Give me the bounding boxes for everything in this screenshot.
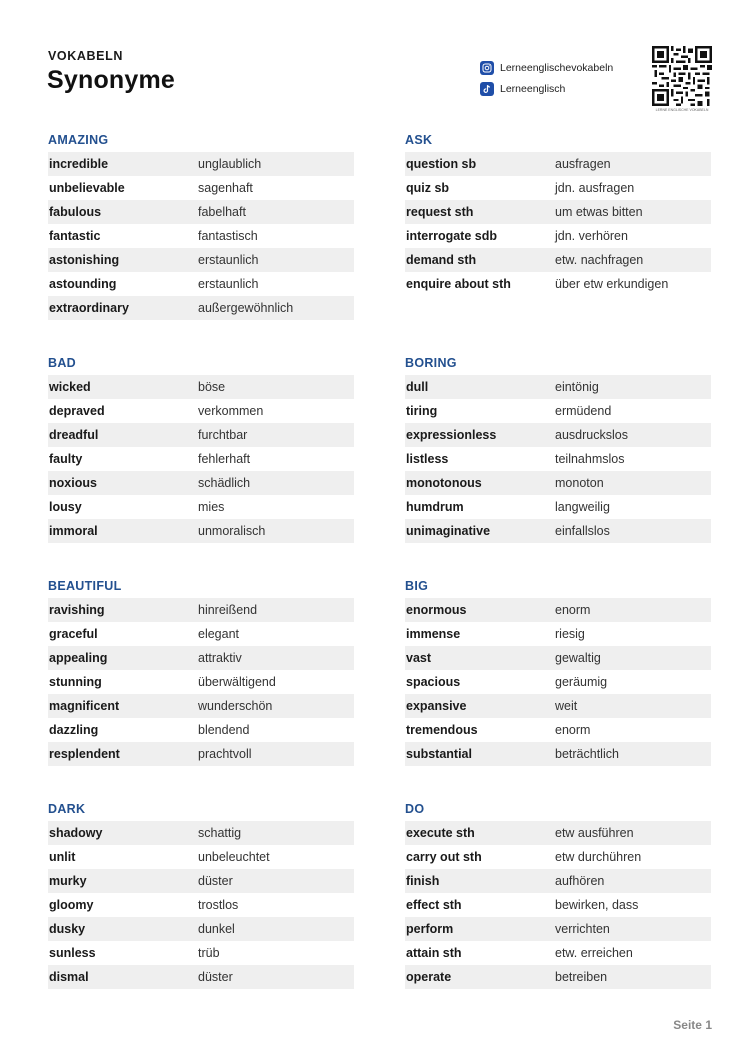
english-word: unlit bbox=[49, 850, 76, 864]
table-row bbox=[48, 152, 354, 176]
page-title: Synonyme bbox=[47, 66, 176, 94]
table-row bbox=[48, 176, 354, 200]
english-word: carry out sth bbox=[406, 850, 482, 864]
english-word: magnificent bbox=[49, 699, 120, 713]
english-word: enquire about sth bbox=[406, 277, 511, 291]
english-word: humdrum bbox=[406, 500, 464, 514]
german-translation: verrichten bbox=[555, 922, 610, 936]
german-translation: betreiben bbox=[555, 970, 608, 984]
table-row bbox=[48, 821, 354, 845]
german-translation: enorm bbox=[555, 603, 591, 617]
table-row bbox=[48, 423, 354, 447]
english-word: wicked bbox=[49, 380, 91, 394]
qr-caption: LERNE ENGLISCHE VOKABELN bbox=[655, 108, 709, 112]
english-word: vast bbox=[406, 651, 432, 665]
section-heading: BIG bbox=[405, 579, 429, 593]
section-do bbox=[405, 797, 711, 989]
table-row bbox=[405, 917, 711, 941]
section-ask bbox=[405, 128, 711, 296]
english-word: listless bbox=[406, 452, 449, 466]
section-dark bbox=[48, 797, 354, 989]
german-translation: trostlos bbox=[198, 898, 239, 912]
section-heading: DARK bbox=[48, 802, 86, 816]
table-row bbox=[405, 471, 711, 495]
section-heading: AMAZING bbox=[48, 133, 109, 147]
german-translation: ermüdend bbox=[555, 404, 612, 418]
german-translation: etw ausführen bbox=[555, 826, 634, 840]
table-row bbox=[48, 296, 354, 320]
table-row bbox=[405, 375, 711, 399]
german-translation: jdn. verhören bbox=[555, 229, 628, 243]
english-word: resplendent bbox=[49, 747, 120, 761]
german-translation: weit bbox=[555, 699, 578, 713]
table-row bbox=[48, 622, 354, 646]
german-translation: erstaunlich bbox=[198, 253, 259, 267]
german-translation: über etw erkundigen bbox=[555, 277, 669, 291]
social-tiktok[interactable] bbox=[480, 82, 565, 96]
german-translation: düster bbox=[198, 970, 233, 984]
table-row bbox=[48, 375, 354, 399]
english-word: substantial bbox=[406, 747, 472, 761]
english-word: astonishing bbox=[49, 253, 120, 267]
table-row bbox=[48, 694, 354, 718]
table-row bbox=[48, 893, 354, 917]
english-word: appealing bbox=[49, 651, 108, 665]
section-boring bbox=[405, 351, 711, 543]
table-row bbox=[48, 399, 354, 423]
english-word: unimaginative bbox=[406, 524, 491, 538]
english-word: murky bbox=[49, 874, 87, 888]
section-big bbox=[405, 574, 711, 766]
german-translation: fantastisch bbox=[198, 229, 258, 243]
table-row bbox=[48, 718, 354, 742]
table-row bbox=[48, 845, 354, 869]
german-translation: enorm bbox=[555, 723, 591, 737]
german-translation: elegant bbox=[198, 627, 240, 641]
table-row bbox=[405, 200, 711, 224]
table-row bbox=[48, 917, 354, 941]
table-row bbox=[48, 495, 354, 519]
instagram-icon bbox=[480, 61, 494, 75]
english-word: finish bbox=[406, 874, 440, 888]
english-word: operate bbox=[406, 970, 452, 984]
english-word: unbelievable bbox=[49, 181, 125, 195]
table-row bbox=[405, 622, 711, 646]
table-row bbox=[48, 598, 354, 622]
tiktok-icon bbox=[480, 82, 494, 96]
german-translation: jdn. ausfragen bbox=[555, 181, 635, 195]
german-translation: trüb bbox=[198, 946, 220, 960]
english-word: lousy bbox=[49, 500, 82, 514]
english-word: interrogate sdb bbox=[406, 229, 497, 243]
german-translation: beträchtlich bbox=[555, 747, 619, 761]
german-translation: attraktiv bbox=[198, 651, 242, 665]
german-translation: mies bbox=[198, 500, 225, 514]
german-translation: riesig bbox=[555, 627, 585, 641]
english-word: dismal bbox=[49, 970, 89, 984]
english-word: dreadful bbox=[49, 428, 99, 442]
german-translation: geräumig bbox=[555, 675, 608, 689]
table-row bbox=[48, 941, 354, 965]
english-word: enormous bbox=[406, 603, 467, 617]
table-row bbox=[405, 646, 711, 670]
english-word: expansive bbox=[406, 699, 467, 713]
section-amazing bbox=[48, 128, 354, 320]
section-beautiful bbox=[48, 574, 354, 766]
table-row bbox=[48, 224, 354, 248]
german-translation: unmoralisch bbox=[198, 524, 266, 538]
german-translation: teilnahmslos bbox=[555, 452, 625, 466]
table-row bbox=[405, 519, 711, 543]
english-word: shadowy bbox=[49, 826, 103, 840]
english-word: tremendous bbox=[406, 723, 478, 737]
table-row bbox=[48, 519, 354, 543]
german-translation: fabelhaft bbox=[198, 205, 246, 219]
german-translation: etw durchühren bbox=[555, 850, 642, 864]
english-word: attain sth bbox=[406, 946, 462, 960]
english-word: dusky bbox=[49, 922, 86, 936]
german-translation: erstaunlich bbox=[198, 277, 259, 291]
table-row bbox=[48, 471, 354, 495]
page-number: Seite 1 bbox=[673, 1018, 712, 1032]
german-translation: ausdruckslos bbox=[555, 428, 628, 442]
table-row bbox=[405, 718, 711, 742]
tiktok-handle: Lerneenglisch bbox=[500, 83, 566, 95]
english-word: fabulous bbox=[49, 205, 102, 219]
table-row bbox=[405, 869, 711, 893]
table-row bbox=[405, 224, 711, 248]
table-row bbox=[48, 869, 354, 893]
table-row bbox=[405, 176, 711, 200]
german-translation: ausfragen bbox=[555, 157, 611, 171]
table-row bbox=[405, 423, 711, 447]
table-row bbox=[48, 447, 354, 471]
german-translation: dunkel bbox=[198, 922, 235, 936]
table-row bbox=[405, 742, 711, 766]
german-translation: blendend bbox=[198, 723, 250, 737]
english-word: astounding bbox=[49, 277, 117, 291]
english-word: question sb bbox=[406, 157, 477, 171]
section-bad bbox=[48, 351, 354, 543]
table-row bbox=[48, 248, 354, 272]
english-word: stunning bbox=[49, 675, 102, 689]
german-translation: düster bbox=[198, 874, 233, 888]
table-row bbox=[405, 941, 711, 965]
german-translation: außergewöhnlich bbox=[198, 301, 294, 315]
table-row bbox=[405, 598, 711, 622]
german-translation: gewaltig bbox=[555, 651, 601, 665]
german-translation: etw. erreichen bbox=[555, 946, 633, 960]
table-row bbox=[405, 965, 711, 989]
english-word: monotonous bbox=[406, 476, 482, 490]
english-word: graceful bbox=[49, 627, 98, 641]
english-word: dull bbox=[406, 380, 429, 394]
table-row bbox=[48, 670, 354, 694]
table-row bbox=[48, 646, 354, 670]
table-row bbox=[405, 893, 711, 917]
english-word: gloomy bbox=[49, 898, 94, 912]
table-row bbox=[405, 694, 711, 718]
german-translation: schädlich bbox=[198, 476, 251, 490]
english-word: noxious bbox=[49, 476, 97, 490]
table-row bbox=[405, 152, 711, 176]
instagram-handle: Lerneenglischevokabeln bbox=[500, 62, 614, 74]
english-word: execute sth bbox=[406, 826, 475, 840]
german-translation: bewirken, dass bbox=[555, 898, 639, 912]
table-row bbox=[405, 399, 711, 423]
german-translation: fehlerhaft bbox=[198, 452, 251, 466]
english-word: perform bbox=[406, 922, 454, 936]
german-translation: unglaublich bbox=[198, 157, 262, 171]
german-translation: unbeleuchtet bbox=[198, 850, 270, 864]
table-row bbox=[405, 248, 711, 272]
page-kicker: VOKABELN bbox=[48, 49, 123, 63]
table-row bbox=[405, 447, 711, 471]
german-translation: überwältigend bbox=[198, 675, 276, 689]
english-word: sunless bbox=[49, 946, 96, 960]
qr-code[interactable] bbox=[652, 46, 712, 106]
german-translation: langweilig bbox=[555, 500, 610, 514]
section-heading: BORING bbox=[405, 356, 457, 370]
english-word: quiz sb bbox=[406, 181, 450, 195]
english-word: immense bbox=[406, 627, 461, 641]
english-word: incredible bbox=[49, 157, 109, 171]
table-row bbox=[48, 272, 354, 296]
table-row bbox=[405, 845, 711, 869]
english-word: expressionless bbox=[406, 428, 497, 442]
table-row bbox=[48, 200, 354, 224]
german-translation: eintönig bbox=[555, 380, 599, 394]
english-word: faulty bbox=[49, 452, 83, 466]
table-row bbox=[48, 965, 354, 989]
table-row bbox=[405, 670, 711, 694]
german-translation: hinreißend bbox=[198, 603, 258, 617]
english-word: spacious bbox=[406, 675, 461, 689]
table-row bbox=[405, 495, 711, 519]
english-word: request sth bbox=[406, 205, 474, 219]
table-row bbox=[405, 821, 711, 845]
german-translation: sagenhaft bbox=[198, 181, 253, 195]
english-word: ravishing bbox=[49, 603, 105, 617]
german-translation: aufhören bbox=[555, 874, 605, 888]
table-row bbox=[48, 742, 354, 766]
german-translation: verkommen bbox=[198, 404, 264, 418]
english-word: immoral bbox=[49, 524, 98, 538]
german-translation: furchtbar bbox=[198, 428, 248, 442]
german-translation: um etwas bitten bbox=[555, 205, 643, 219]
german-translation: einfallslos bbox=[555, 524, 610, 538]
section-heading: DO bbox=[405, 802, 425, 816]
english-word: extraordinary bbox=[49, 301, 129, 315]
english-word: demand sth bbox=[406, 253, 477, 267]
german-translation: böse bbox=[198, 380, 226, 394]
english-word: fantastic bbox=[49, 229, 101, 243]
english-word: tiring bbox=[406, 404, 438, 418]
social-instagram[interactable] bbox=[480, 61, 613, 75]
english-word: depraved bbox=[49, 404, 105, 418]
section-heading: BAD bbox=[48, 356, 76, 370]
german-translation: wunderschön bbox=[198, 699, 273, 713]
german-translation: schattig bbox=[198, 826, 242, 840]
section-heading: ASK bbox=[405, 133, 433, 147]
german-translation: monoton bbox=[555, 476, 604, 490]
german-translation: etw. nachfragen bbox=[555, 253, 644, 267]
german-translation: prachtvoll bbox=[198, 747, 252, 761]
english-word: dazzling bbox=[49, 723, 99, 737]
table-row bbox=[405, 272, 711, 296]
english-word: effect sth bbox=[406, 898, 462, 912]
section-heading: BEAUTIFUL bbox=[48, 579, 122, 593]
